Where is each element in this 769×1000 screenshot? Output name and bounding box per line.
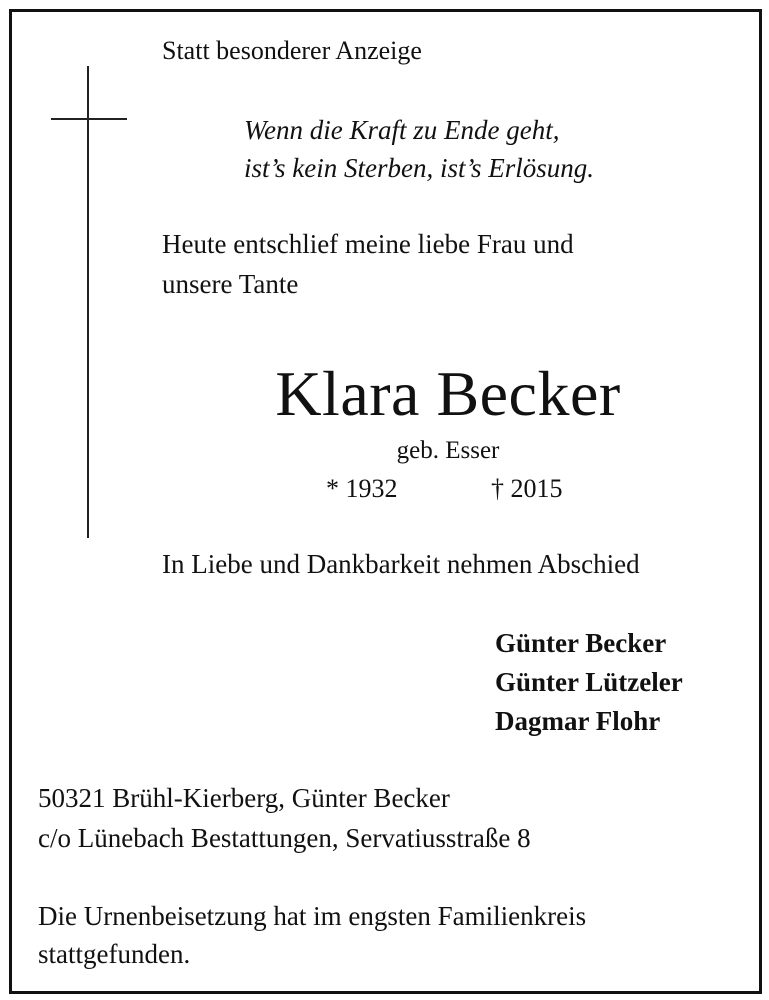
mourner-name: Günter Becker [495,628,667,658]
cross-vertical-bar [87,66,89,538]
mourner-name: Dagmar Flohr [495,706,661,736]
cross-horizontal-bar [51,118,127,120]
death-year: † 2015 [491,474,563,503]
burial-notice-line-1: Die Urnenbeisetzung hat im engsten Familienkreis [38,901,587,931]
deceased-name: Klara Becker [275,358,621,429]
mourner-name: Günter Lützeler [495,667,683,697]
intro-line-1: Heute entschlief meine liebe Frau und [162,229,574,259]
header-text: Statt besonderer Anzeige [162,36,422,65]
quote-line-2: ist’s kein Sterben, ist’s Erlösung. [244,153,595,183]
burial-notice-line-2: stattgefunden. [38,939,191,969]
maiden-name: geb. Esser [396,437,500,464]
farewell-text: In Liebe und Dankbarkeit nehmen Abschied [162,549,640,579]
birth-year: * 1932 [326,474,398,503]
address-line-2: c/o Lünebach Bestattungen, Servatiusstraße 8 [38,823,531,853]
intro-line-2: unsere Tante [162,269,299,299]
address-line-1: 50321 Brühl-Kierberg, Günter Becker [38,783,450,813]
quote-line-1: Wenn die Kraft zu Ende geht, [244,115,560,145]
